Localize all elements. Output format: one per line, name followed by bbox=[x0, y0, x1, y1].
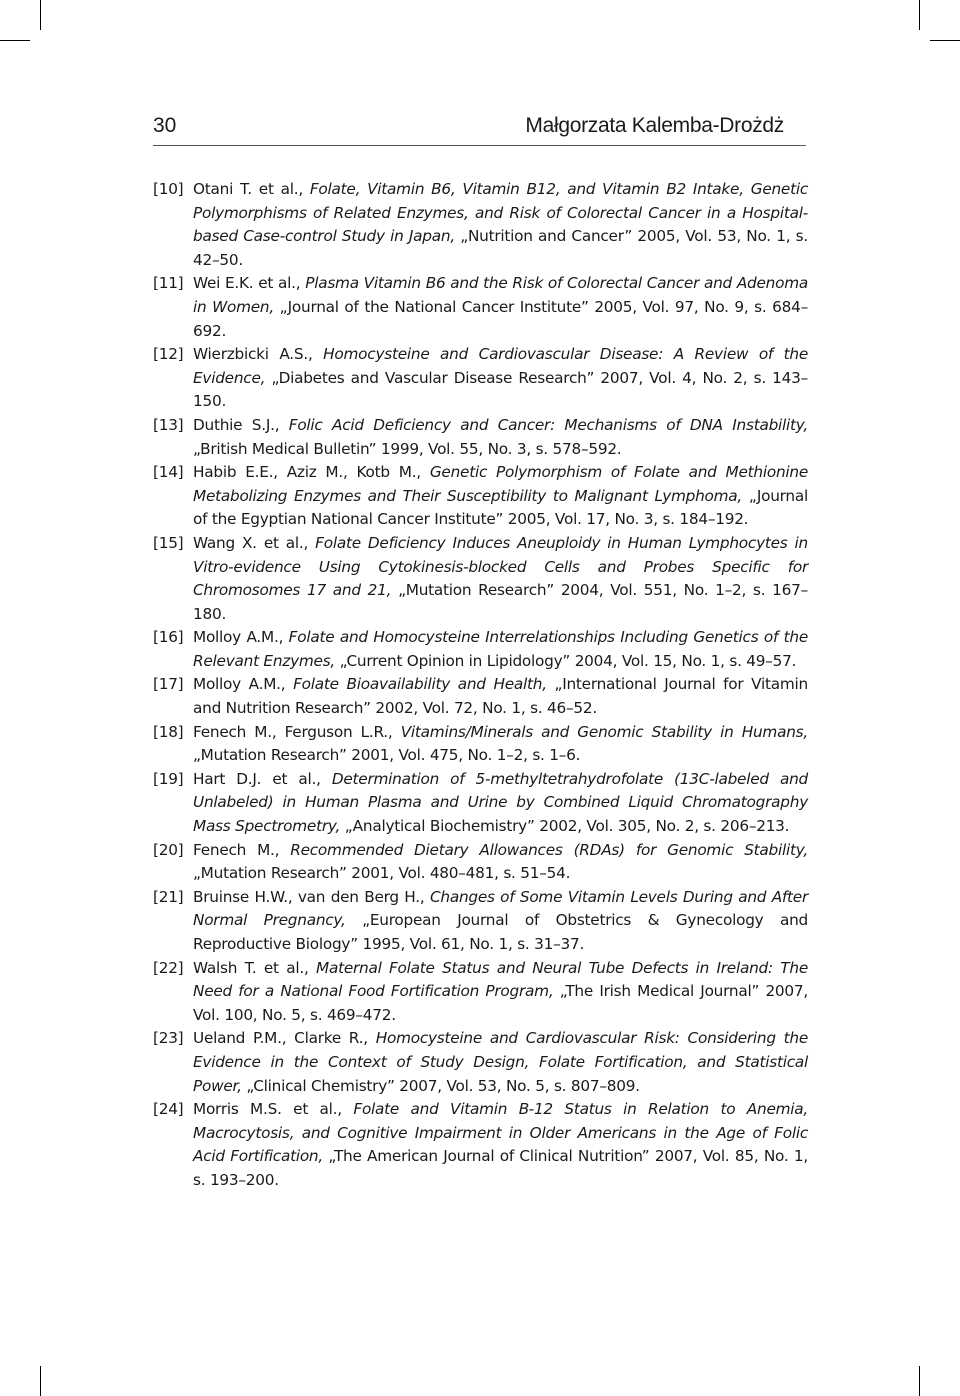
reference-number: [23] bbox=[153, 1029, 184, 1048]
reference-authors: Otani T. et al., bbox=[193, 180, 303, 198]
reference-source: „Journal of the Egyptian National Cancer Institute” 2005, Vol. 17, No. 3, s. 184–192. bbox=[193, 486, 808, 529]
reference-source: „Nutrition and Cancer” 2005, Vol. 53, No. 1, s. 42–50. bbox=[193, 227, 808, 269]
header-rule bbox=[153, 145, 806, 146]
crop-mark bbox=[919, 1366, 920, 1396]
reference-number: [17] bbox=[153, 675, 184, 694]
reference-item bbox=[153, 886, 808, 957]
reference-item bbox=[153, 957, 808, 1028]
reference-item bbox=[153, 839, 808, 886]
reference-item bbox=[153, 768, 808, 839]
reference-number: [16] bbox=[153, 628, 184, 647]
reference-source: „Diabetes and Vascular Disease Research” 2007, Vol. 4, No. 2, s. 143–150. bbox=[193, 368, 808, 411]
reference-number: [19] bbox=[153, 769, 184, 788]
reference-authors: Fenech M., Ferguson L.R., bbox=[193, 722, 393, 741]
reference-number: [18] bbox=[153, 722, 184, 741]
reference-title: Homocysteine and Cardiovascular Risk: Considering the Evidence in the Context of Study Design, Folate Fortification, and Statistical Power, bbox=[193, 1029, 808, 1095]
reference-authors: Hart D.J. et al., bbox=[193, 769, 321, 788]
reference-authors: Duthie S.J., bbox=[193, 415, 280, 434]
reference-source: „European Journal of Obstetrics & Gynecology and Reproductive Biology” 1995, Vol. 61, No. 1, s. 31–37. bbox=[193, 911, 808, 953]
reference-number: [13] bbox=[153, 415, 184, 434]
page-number: 30 bbox=[153, 114, 177, 137]
reference-number: [11] bbox=[153, 274, 184, 293]
reference-item bbox=[153, 414, 808, 461]
reference-item bbox=[153, 1098, 808, 1192]
reference-title: Plasma Vitamin B6 and the Risk of Colorectal Cancer and Adenoma in Women, bbox=[193, 274, 808, 316]
reference-source: „Mutation Research” 2004, Vol. 551, No. 1–2, s. 167–180. bbox=[193, 581, 808, 623]
crop-mark bbox=[40, 1366, 41, 1396]
reference-title: Vitamins/Minerals and Genomic Stability in Humans, bbox=[400, 722, 808, 741]
reference-authors: Molloy A.M., bbox=[193, 628, 284, 647]
reference-source: „The Irish Medical Journal” 2007, Vol. 100, No. 5, s. 469–472. bbox=[193, 982, 808, 1024]
reference-title: Folate Deficiency Induces Aneuploidy in Human Lymphocytes in Vitro-evidence Using Cytokinesis-blocked Cells and Probes Specific for Chromosomes 17 and 21, bbox=[193, 533, 808, 600]
reference-title: Folate and Vitamin B-12 Status in Relation to Anemia, Macrocytosis, and Cognitive Impairment in Older Americans in the Age of Folic Acid Fortification, bbox=[193, 1100, 808, 1166]
reference-item bbox=[153, 178, 808, 272]
reference-source: „Analytical Biochemistry” 2002, Vol. 305, No. 2, s. 206–213. bbox=[344, 817, 790, 836]
reference-number: [20] bbox=[153, 840, 184, 859]
reference-authors: Morris M.S. et al., bbox=[193, 1100, 342, 1119]
reference-source: „Mutation Research” 2001, Vol. 475, No. 1–2, s. 1–6. bbox=[193, 746, 581, 765]
reference-item bbox=[153, 343, 808, 414]
reference-title: Folate and Homocysteine Interrelationships Including Genetics of the Relevant Enzymes, bbox=[193, 628, 808, 670]
reference-item bbox=[153, 461, 808, 532]
reference-item bbox=[153, 673, 808, 720]
reference-number: [10] bbox=[153, 180, 184, 198]
running-title: Małgorzata Kalemba-Drożdż bbox=[525, 114, 784, 137]
reference-item bbox=[153, 1027, 808, 1098]
reference-title: Folate Bioavailability and Health, bbox=[293, 675, 547, 694]
crop-mark bbox=[919, 0, 920, 30]
reference-authors: Molloy A.M., bbox=[193, 675, 286, 694]
reference-title: Maternal Folate Status and Neural Tube Defects in Ireland: The Need for a National Food Fortification Program, bbox=[193, 958, 808, 1001]
crop-mark bbox=[40, 0, 41, 30]
reference-number: [22] bbox=[153, 958, 184, 977]
reference-number: [14] bbox=[153, 463, 184, 482]
running-head bbox=[153, 114, 806, 144]
reference-number: [15] bbox=[153, 533, 184, 552]
reference-source: „Journal of the National Cancer Institute” 2005, Vol. 97, No. 9, s. 684–692. bbox=[193, 297, 808, 340]
reference-source: „International Journal for Vitamin and Nutrition Research” 2002, Vol. 72, No. 1, s. 46–52. bbox=[193, 675, 808, 718]
reference-title: Folate, Vitamin B6, Vitamin B12, and Vitamin B2 Intake, Genetic Polymorphisms of Related Enzymes, and Risk of Colorectal Cancer in a Hospital-based Case-control Study in Japan, bbox=[193, 180, 808, 246]
reference-item bbox=[153, 626, 808, 673]
reference-title: Changes of Some Vitamin Levels During and After Normal Pregnancy, bbox=[193, 887, 808, 930]
reference-number: [21] bbox=[153, 887, 184, 906]
reference-source: „British Medical Bulletin” 1999, Vol. 55, No. 3, s. 578–592. bbox=[193, 439, 622, 458]
crop-mark bbox=[930, 40, 960, 41]
reference-authors: Habib E.E., Aziz M., Kotb M., bbox=[193, 463, 421, 482]
reference-authors: Bruinse H.W., van den Berg H., bbox=[193, 887, 425, 906]
reference-source: „The American Journal of Clinical Nutrition” 2007, Vol. 85, No. 1, s. 193–200. bbox=[193, 1147, 808, 1189]
crop-mark bbox=[0, 40, 30, 41]
reference-title: Homocysteine and Cardiovascular Disease: A Review of the Evidence, bbox=[193, 345, 808, 387]
reference-authors: Wei E.K. et al., bbox=[193, 274, 301, 293]
reference-authors: Fenech M., bbox=[193, 840, 280, 859]
reference-number: [24] bbox=[153, 1100, 184, 1119]
reference-authors: Wang X. et al., bbox=[193, 533, 309, 552]
reference-title: Folic Acid Deficiency and Cancer: Mechanisms of DNA Instability, bbox=[288, 415, 809, 434]
reference-source: „Clinical Chemistry” 2007, Vol. 53, No. 5, s. 807–809. bbox=[246, 1076, 640, 1095]
reference-title: Genetic Polymorphism of Folate and Methionine Metabolizing Enzymes and Their Susceptibility to Malignant Lymphoma, bbox=[193, 463, 808, 505]
reference-authors: Ueland P.M., Clarke R., bbox=[193, 1029, 368, 1048]
reference-title: Determination of 5-methyltetrahydrofolate (13C-labeled and Unlabeled) in Human Plasma and Urine by Combined Liquid Chromatography Mass Spectrometry, bbox=[193, 769, 808, 836]
reference-source: „Current Opinion in Lipidology” 2004, Vol. 15, No. 1, s. 49–57. bbox=[339, 651, 797, 670]
reference-number: [12] bbox=[153, 345, 184, 364]
reference-item bbox=[153, 272, 808, 343]
reference-item bbox=[153, 721, 808, 768]
reference-list bbox=[153, 178, 808, 1193]
reference-item bbox=[153, 532, 808, 626]
reference-authors: Walsh T. et al., bbox=[193, 958, 309, 977]
reference-source: „Mutation Research” 2001, Vol. 480–481, s. 51–54. bbox=[193, 864, 571, 883]
reference-authors: Wierzbicki A.S., bbox=[193, 345, 313, 364]
reference-title: Recommended Dietary Allowances (RDAs) for Genomic Stability, bbox=[290, 840, 808, 859]
